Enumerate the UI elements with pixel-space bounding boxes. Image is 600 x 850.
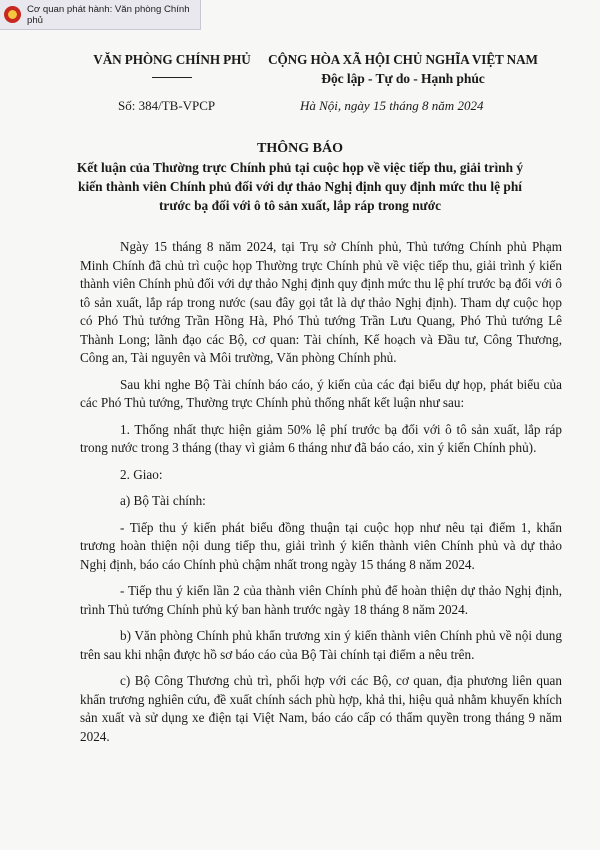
body-paragraph: c) Bộ Công Thương chủ trì, phối hợp với các Bộ, cơ quan, địa phương liên quan khẩn trương nghiên cứu, đề xuất chính sách phù hợp, khả thi, hiệu quả nhằm khuyến khích sản xuất và sử dụng xe điện tại Việt Nam, báo cáo cấp có thẩm quyền trong tháng 9 năm 2024. bbox=[80, 673, 562, 744]
body-paragraph: a) Bộ Tài chính: bbox=[120, 493, 206, 508]
body-paragraph: 1. Thống nhất thực hiện giảm 50% lệ phí trước bạ đối với ô tô sản xuất, lắp ráp trong nước trong 3 tháng (thay vì giảm 6 tháng như đã báo cáo, xin ý kiến Chính phủ). bbox=[80, 421, 562, 455]
document-body bbox=[80, 238, 562, 754]
issuer-stamp bbox=[0, 0, 201, 30]
body-paragraph: Ngày 15 tháng 8 năm 2024, tại Trụ sở Chính phủ, Thủ tướng Chính phủ Phạm Minh Chính đã chủ trì cuộc họp Thường trực Chính phủ về việc tiếp thu, giải trình ý kiến thành viên Chính phủ đối với dự thảo Nghị định quy định mức thu lệ phí trước bạ đối với ô tô sản xuất, lắp ráp trong nước (sau đây gọi tắt là dự thảo Nghị định). Tham dự cuộc họp có Phó Thủ tướng Trần Hồng Hà, Phó Thủ tướng Trần Lưu Quang, Phó Thủ tướng Lê Thành Long; lãnh đạo các Bộ, cơ quan: Tài chính, Kế hoạch và Đầu tư, Công Thương, Công an, Tài nguyên và Môi trường, Văn phòng Chính phủ. bbox=[80, 239, 562, 365]
place-and-date: Hà Nội, ngày 15 tháng 8 năm 2024 bbox=[300, 98, 484, 113]
document-subtitle: Kết luận của Thường trực Chính phủ tại cuộc họp về việc tiếp thu, giải trình ý kiến thành viên Chính phủ đối với dự thảo Nghị định quy định mức thu lệ phí trước bạ đối với ô tô sản xuất, lắp ráp trong nước bbox=[76, 160, 524, 213]
document-number: Số: 384/TB-VPCP bbox=[118, 98, 216, 113]
body-paragraph: b) Văn phòng Chính phủ khẩn trương xin ý kiến thành viên Chính phủ về nội dung trên sau khi nhận được hồ sơ báo cáo của Bộ Tài chính tại điểm a nêu trên. bbox=[80, 628, 562, 662]
issuer-label: Cơ quan phát hành: Văn phòng Chính phủ bbox=[27, 3, 190, 26]
body-paragraph: Sau khi nghe Bộ Tài chính báo cáo, ý kiến của các đại biểu dự họp, phát biểu của các Phó Thủ tướng, Thường trực Chính phủ thống nhất kết luận như sau: bbox=[80, 376, 562, 410]
agency-block bbox=[92, 52, 252, 78]
country-name: CỘNG HÒA XÃ HỘI CHỦ NGHĨA VIỆT NAM bbox=[268, 52, 538, 67]
document-title: THÔNG BÁO bbox=[257, 141, 343, 156]
body-paragraph: - Tiếp thu ý kiến phát biểu đồng thuận tại cuộc họp như nêu tại điểm 1, khẩn trương hoàn thiện nội dung tiếp thu, giải trình ý kiến thành viên Chính phủ và dự thảo Nghị định, báo cáo Chính phủ chậm nhất trong ngày 15 tháng 8 năm 2024. bbox=[80, 519, 562, 572]
national-heading bbox=[258, 52, 548, 87]
agency-rule bbox=[152, 77, 192, 78]
national-emblem-icon bbox=[4, 6, 21, 23]
agency-name: VĂN PHÒNG CHÍNH PHỦ bbox=[93, 52, 251, 67]
body-paragraph: - Tiếp thu ý kiến lần 2 của thành viên Chính phủ để hoàn thiện dự thảo Nghị định, trình Thủ tướng Chính phủ ký ban hành trước ngày 18 tháng 8 năm 2024. bbox=[80, 583, 562, 617]
motto: Độc lập - Tự do - Hạnh phúc bbox=[321, 71, 485, 86]
body-paragraph: 2. Giao: bbox=[120, 466, 163, 482]
